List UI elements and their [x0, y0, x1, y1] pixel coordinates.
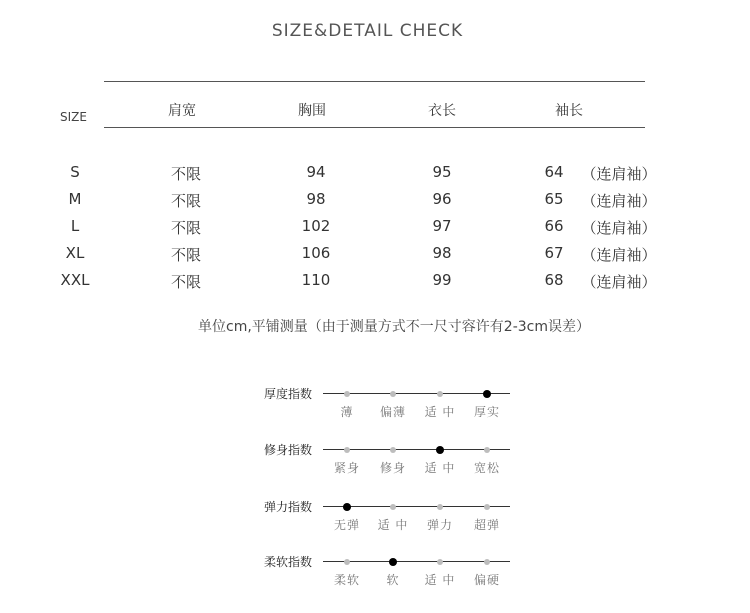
index-dot — [344, 447, 350, 453]
index-option-label: 无弹 — [333, 518, 361, 532]
sleeve-cell: 64 — [544, 163, 564, 181]
length-cell: 97 — [432, 217, 452, 235]
chest-cell: 94 — [306, 163, 326, 181]
length-cell: 96 — [432, 190, 452, 208]
index-scale-line — [323, 506, 510, 507]
size-cell: S — [70, 163, 80, 181]
sleeve-cell: 66 — [544, 217, 564, 235]
header-sleeve: 袖长 — [555, 103, 583, 119]
index-label: 厚度指数 — [264, 387, 313, 401]
index-option-label: 厚实 — [473, 405, 501, 419]
sleeve-cell: 67 — [544, 244, 564, 262]
index-dot — [390, 447, 396, 453]
index-dot-selected — [389, 558, 397, 566]
sleeve-cell: 68 — [544, 271, 564, 289]
size-cell: L — [70, 217, 80, 235]
shoulder-cell: 不限 — [170, 165, 202, 183]
index-dot — [437, 559, 443, 565]
sleeve-note-cell: （连肩袖） — [581, 219, 657, 237]
index-option-label: 超弹 — [473, 518, 501, 532]
index-dot — [344, 559, 350, 565]
index-dot-selected — [436, 446, 444, 454]
index-option-label: 适 中 — [424, 573, 456, 587]
index-dot — [484, 559, 490, 565]
shoulder-cell: 不限 — [170, 219, 202, 237]
index-option-label: 偏薄 — [379, 405, 407, 419]
sleeve-note-cell: （连肩袖） — [581, 192, 657, 210]
shoulder-cell: 不限 — [170, 192, 202, 210]
size-column-header: SIZE — [60, 110, 87, 124]
measurement-note: 单位cm,平铺测量（由于测量方式不一尺寸容许有2-3cm误差） — [198, 319, 590, 335]
shoulder-cell: 不限 — [170, 273, 202, 291]
index-dot-selected — [483, 390, 491, 398]
index-dot — [484, 447, 490, 453]
index-dot — [437, 504, 443, 510]
index-scale-line — [323, 561, 510, 562]
index-option-label: 柔软 — [333, 573, 361, 587]
index-option-label: 软 — [386, 573, 400, 587]
sleeve-cell: 65 — [544, 190, 564, 208]
index-option-label: 适 中 — [424, 461, 456, 475]
size-cell: XL — [65, 244, 85, 262]
index-option-label: 适 中 — [377, 518, 409, 532]
page-title: SIZE&DETAIL CHECK — [271, 21, 464, 41]
index-dot — [437, 391, 443, 397]
index-option-label: 弹力 — [426, 518, 454, 532]
index-dot — [344, 391, 350, 397]
index-option-label: 紧身 — [333, 461, 361, 475]
length-cell: 99 — [432, 271, 452, 289]
index-dot — [484, 504, 490, 510]
index-dot-selected — [343, 503, 351, 511]
shoulder-cell: 不限 — [170, 246, 202, 264]
index-scale-line — [323, 393, 510, 394]
sleeve-note-cell: （连肩袖） — [581, 246, 657, 264]
chest-cell: 98 — [306, 190, 326, 208]
index-option-label: 修身 — [379, 461, 407, 475]
index-option-label: 适 中 — [424, 405, 456, 419]
header-chest: 胸围 — [298, 103, 326, 119]
table-top-rule — [104, 81, 645, 82]
index-dot — [390, 391, 396, 397]
header-shoulder: 肩宽 — [168, 103, 196, 119]
header-length: 衣长 — [428, 103, 456, 119]
index-dot — [390, 504, 396, 510]
table-header-rule — [104, 127, 645, 128]
index-option-label: 宽松 — [473, 461, 501, 475]
index-label: 柔软指数 — [264, 555, 313, 569]
index-option-label: 偏硬 — [473, 573, 501, 587]
sleeve-note-cell: （连肩袖） — [581, 165, 657, 183]
size-cell: M — [68, 190, 82, 208]
length-cell: 95 — [432, 163, 452, 181]
size-cell: XXL — [60, 271, 90, 289]
index-scale-line — [323, 449, 510, 450]
chest-cell: 102 — [301, 217, 331, 235]
sleeve-note-cell: （连肩袖） — [581, 273, 657, 291]
chest-cell: 106 — [301, 244, 331, 262]
index-label: 弹力指数 — [264, 500, 313, 514]
index-label: 修身指数 — [264, 443, 313, 457]
length-cell: 98 — [432, 244, 452, 262]
chest-cell: 110 — [301, 271, 331, 289]
index-option-label: 薄 — [340, 405, 354, 419]
